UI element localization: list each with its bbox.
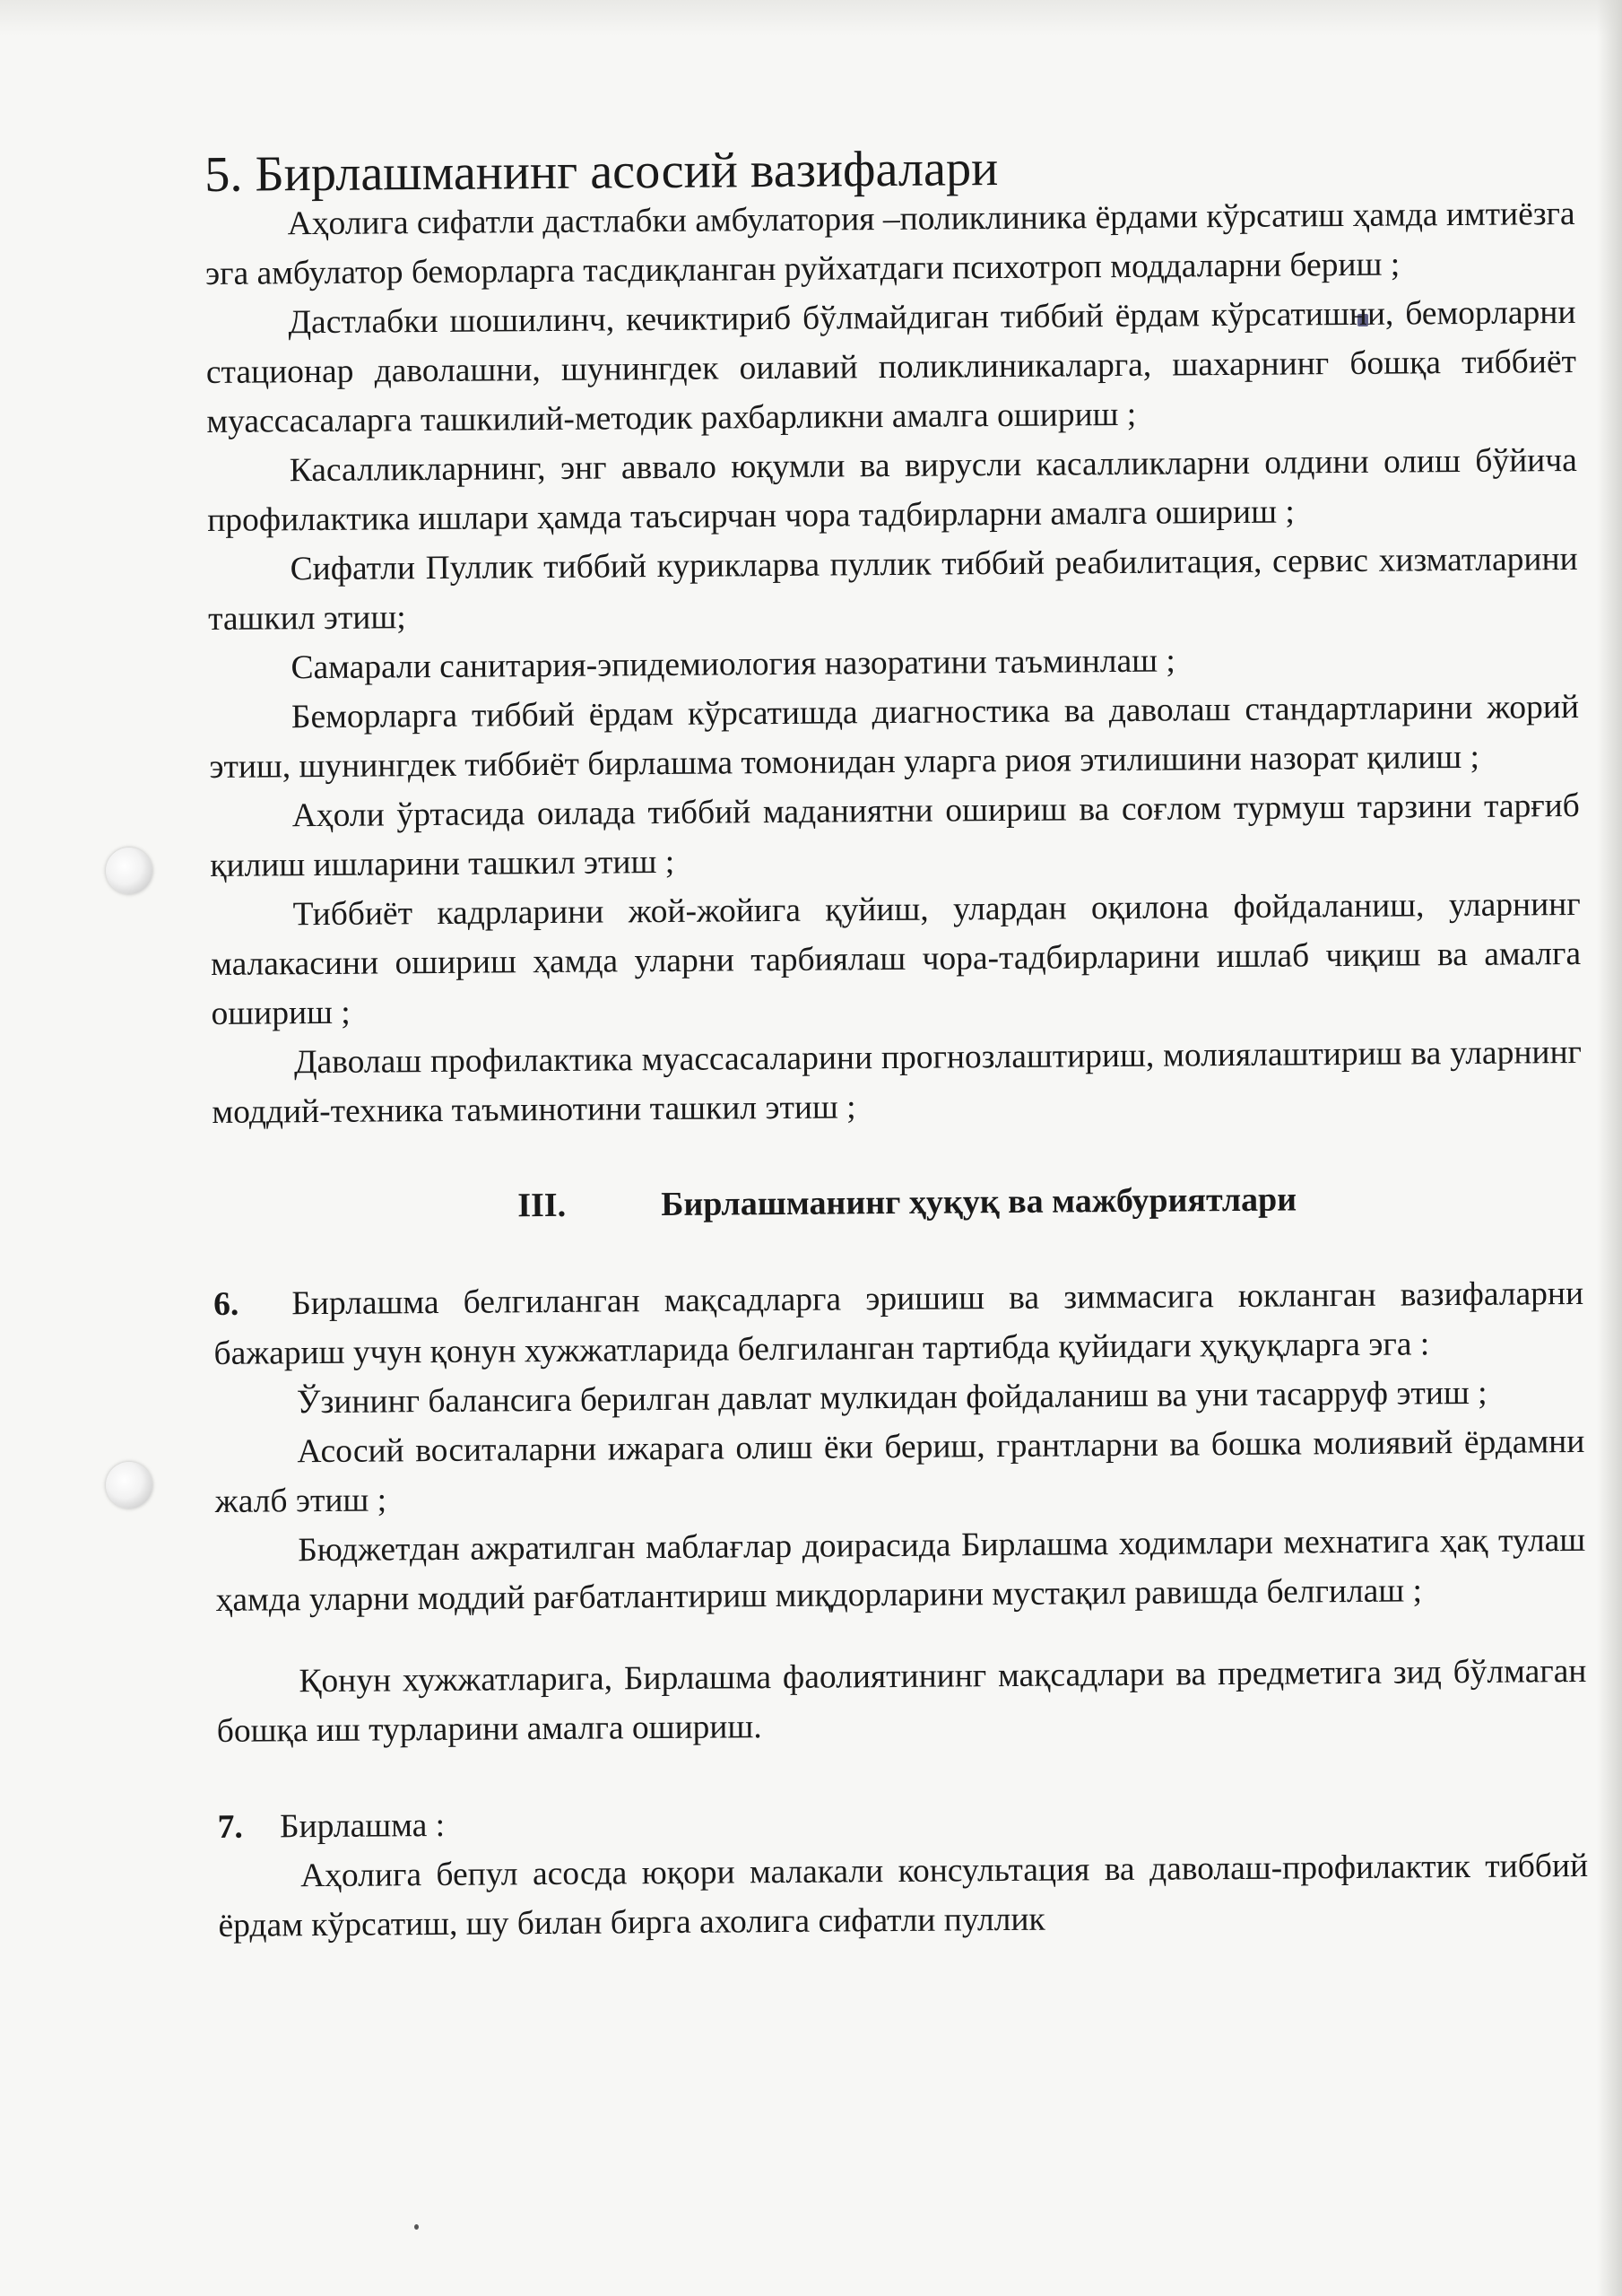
section-5-paragraph: Даволаш профилактика муассасаларини прогнозлаштириш, молиялаштириш ва уларнинг моддий-техника таъминотини ташкил этиш ;: [212, 1033, 1583, 1131]
scan-edge-top: [0, 0, 1622, 36]
clause-6: [213, 1269, 1584, 1378]
section-5-paragraph: Беморларга тиббий ёрдам кўрсатишда диагностика ва даволаш стандартларини жорий этиш, шунингдек тиббиёт бирлашма томонидан уларга риоя этилишини назорат қилиш ;: [209, 688, 1580, 786]
clause-7-number: 7.: [217, 1808, 243, 1846]
section-5-paragraph: Самарали санитария-эпидемиология назоратини таъминлаш ;: [291, 642, 1176, 687]
section-5-paragraph: Аҳоли ўртасида оилада тиббий маданиятни ошириш ва соғлом турмуш тарзини тарғиб қилиш ишларини ташкил этиш ;: [210, 787, 1580, 884]
section-5-paragraph: Сифатли Пуллик тиббий курикларва пуллик тиббий реабилитация, сервис хизматларини ташкил этиш;: [207, 540, 1578, 638]
clause-6-text: Бирлашма белгиланган мақсадларга эришиш ва зиммасига юкланган вазифаларни бажариш учун қонун хужжатларида белгиланган тартибда қуйидаги ҳуқуқларга эга :: [213, 1274, 1584, 1372]
clause-6-item: Асосий воситаларни ижарага олиш ёки бериш, грантларни ва бошка молиявий ёрдамни жалб этиш ;: [214, 1422, 1585, 1520]
clause-6-number: 6.: [213, 1285, 239, 1323]
section-5-paragraph: Тиббиёт кадрларини жой-жойига қуйиш, улардан оқилона фойдаланиш, уларнинг малакасини ошириш ҳамда уларни тарбиялаш чора-тадбирларини ишлаб чиқиш ва амалга ошириш ;: [210, 885, 1582, 1032]
scan-edge-right: [1597, 0, 1622, 2296]
clause-6-item: Бюджетдан ажратилган маблағлар доирасида Бирлашма ходимлари мехнатига ҳақ тулаш ҳамда уларни моддий рағбатлантириш миқдорларини мустақил равишда белгилаш ;: [215, 1521, 1586, 1619]
section-3-number: III.: [517, 1186, 567, 1225]
punch-hole-top: [106, 848, 152, 894]
document-page: [204, 140, 1589, 1951]
section-5-paragraph: Дастлабки шошилинч, кечиктириб бўлмайдиган тиббий ёрдам кўрсатишни, беморларни стационар даволашни, шунингдек оилавий поликлиникаларга, шахарнинг бошқа тиббиёт муассасаларга ташкилий-методик рахбарликни амалга ошириш ;: [205, 293, 1577, 440]
section-3-title-text: Бирлашманинг ҳуқуқ ва мажбуриятлари: [661, 1180, 1297, 1224]
section-5-heading: 5. Бирлашманинг асосий вазифалари: [204, 141, 999, 203]
punch-hole-bottom: [106, 1462, 152, 1509]
clause-7-lead: Бирлашма :: [279, 1806, 446, 1846]
scan-speck: [414, 2224, 419, 2230]
section-5-paragraph: Касалликларнинг, энг аввало юқумли ва вирусли касалликларни олдини олиш бўйича профилактика ишлари ҳамда таъсирчан чора тадбирларни амалга ошириш ;: [207, 441, 1577, 539]
section-5-paragraph: Аҳолига сифатли дастлабки амбулатория –поликлиника ёрдами кўрсатиш ҳамда имтиёзга эга амбулатор беморларга тасдиқланган руйхатдаги психотроп моддаларни бериш ;: [204, 195, 1575, 292]
clause-6-item: Қонун хужжатларига, Бирлашма фаолиятининг мақсадлари ва предметига зид бўлмаган бошқа иш турларини амалга ошириш.: [216, 1652, 1587, 1750]
clause-7-item: Аҳолига бепул асосда юқори малакали консультация ва даволаш-профилактик тиббий ёрдам кўрсатиш, шу билан бирга ахолига сифатли пуллик: [218, 1847, 1589, 1944]
clause-6-item: Ўзининг балансига берилган давлат мулкидан фойдаланиш ва уни тасарруф этиш ;: [296, 1374, 1488, 1422]
section-3-title: [213, 1173, 1583, 1233]
